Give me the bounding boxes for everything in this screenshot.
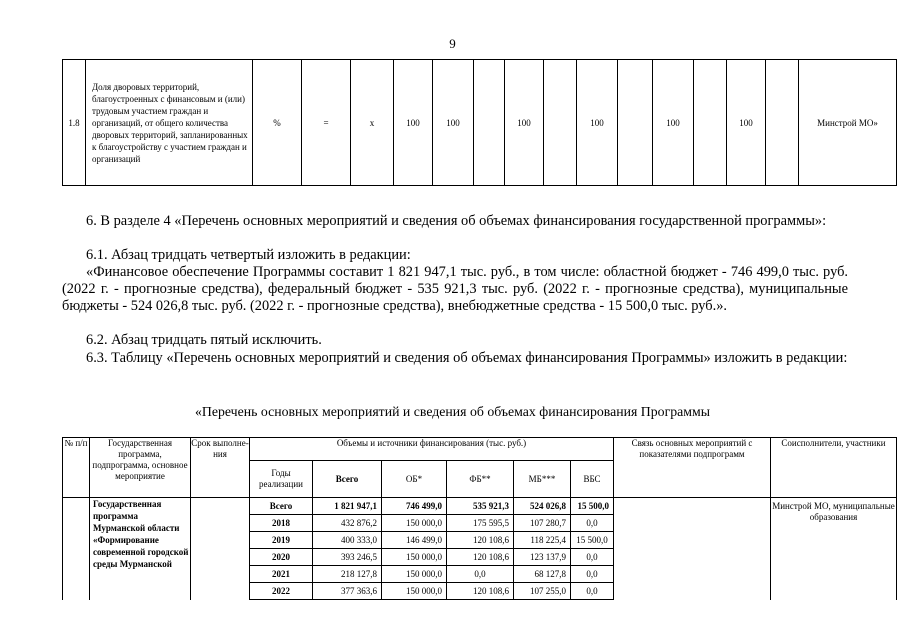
paragraph-financing: «Финансовое обеспечение Программы составит 1 821 947,1 тыс. руб., в том числе: областной бюджет - 746 499,0 тыс. руб. (2022 г. - прогнозные средства), федеральный бюджет - 535 921,3 тыс. руб. (2022 г. - прогнозные средства), муниципальные бюджеты - 524 026,8 тыс. руб. (2022 г. - прогнозные средства), внебюджетные средства - 15 500,0 тыс. руб.». [62,264,848,314]
mb-cell: 118 225,4 [514,532,571,549]
fb-cell: 535 921,3 [447,498,514,515]
mb-cell: 107 280,7 [514,515,571,532]
table-row [63,498,897,515]
ob-cell: 150 000,0 [382,566,447,583]
vbs-cell: 15 500,0 [571,532,614,549]
vbs-cell: 0,0 [571,583,614,600]
paragraph-6: 6. В разделе 4 «Перечень основных мероприятий и сведения об объемах финансирования государственной программы»: [86,213,827,229]
header-num: № п/п [63,438,90,498]
year-cell: Всего [250,498,313,515]
program-name: Государственная программа Мурманской области «Формирование современной городской среды Мурманской [90,498,191,600]
total-cell: 1 821 947,1 [313,498,382,515]
ob-cell: 150 000,0 [382,549,447,566]
value-cell: 100 [394,60,433,186]
fb-cell: 120 108,6 [447,583,514,600]
indicator-description: Доля дворовых территорий, благоустроенных с финансовым и (или) трудовым участием граждан и организаций, от общего количества дворовых территорий, запланированных к благоустройству с участием граждан и организаций [86,60,253,186]
responsible-cell: Минстрой МО» [799,60,897,186]
total-cell: 400 333,0 [313,532,382,549]
total-cell: 432 876,2 [313,515,382,532]
header-row [63,438,897,461]
header-vbs: ВБС [571,461,614,498]
year-cell: 2022 [250,583,313,600]
unit-cell: % [253,60,302,186]
header-financing: Объемы и источники финансирования (тыс. руб.) [250,438,614,461]
header-term: Срок выполне-ния [191,438,250,498]
total-cell: 218 127,8 [313,566,382,583]
header-total: Всего [313,461,382,498]
executors-cell: Минстрой МО, муниципальные образования [771,498,897,600]
ob-cell: 150 000,0 [382,583,447,600]
header-fb: ФБ** [447,461,514,498]
page-number: 9 [449,36,456,51]
empty-cell [694,60,727,186]
fb-cell: 120 108,6 [447,532,514,549]
fb-cell: 175 595,5 [447,515,514,532]
empty-cell [474,60,505,186]
header-executors: Соисполнители, участники [771,438,897,498]
mb-cell: 524 026,8 [514,498,571,515]
table-title: «Перечень основных мероприятий и сведения об объемах финансирования Программы [195,404,710,419]
fb-cell: 120 108,6 [447,549,514,566]
year-cell: 2018 [250,515,313,532]
fb-cell: 0,0 [447,566,514,583]
empty-cell [618,60,653,186]
year-cell: 2021 [250,566,313,583]
empty-cell [544,60,577,186]
empty-cell [766,60,799,186]
value-cell: 100 [727,60,766,186]
direction-cell: = [302,60,351,186]
paragraph-6-3: 6.3. Таблицу «Перечень основных мероприятий и сведения об объемах финансирования Программы» изложить в редакции: [86,350,848,366]
ob-cell: 146 499,0 [382,532,447,549]
vbs-cell: 15 500,0 [571,498,614,515]
year-cell: 2020 [250,549,313,566]
ob-cell: 150 000,0 [382,515,447,532]
value-cell: 100 [577,60,618,186]
term-cell [191,498,250,600]
total-cell: 393 246,5 [313,549,382,566]
header-program: Государственная программа, подпрограмма, основное мероприятие [90,438,191,498]
mb-cell: 107 255,0 [514,583,571,600]
mb-cell: 123 137,9 [514,549,571,566]
base-value-cell: x [351,60,394,186]
row-num-cell [63,498,90,600]
paragraph-6-1: 6.1. Абзац тридцать четвертый изложить в редакции: [86,247,411,263]
table-row [63,60,897,186]
vbs-cell: 0,0 [571,515,614,532]
header-link: Связь основных мероприятий с показателями подпрограмм [614,438,771,498]
paragraph-6-2: 6.2. Абзац тридцать пятый исключить. [86,332,322,348]
year-cell: 2019 [250,532,313,549]
ob-cell: 746 499,0 [382,498,447,515]
vbs-cell: 0,0 [571,566,614,583]
value-cell: 100 [653,60,694,186]
header-mb: МБ*** [514,461,571,498]
mb-cell: 68 127,8 [514,566,571,583]
header-years: Годы реализации [250,461,313,498]
vbs-cell: 0,0 [571,549,614,566]
value-cell: 100 [433,60,474,186]
indicator-table [62,59,897,186]
financing-table [62,437,897,600]
row-number: 1.8 [63,60,86,186]
total-cell: 377 363,6 [313,583,382,600]
link-cell [614,498,771,600]
value-cell: 100 [505,60,544,186]
header-ob: ОБ* [382,461,447,498]
